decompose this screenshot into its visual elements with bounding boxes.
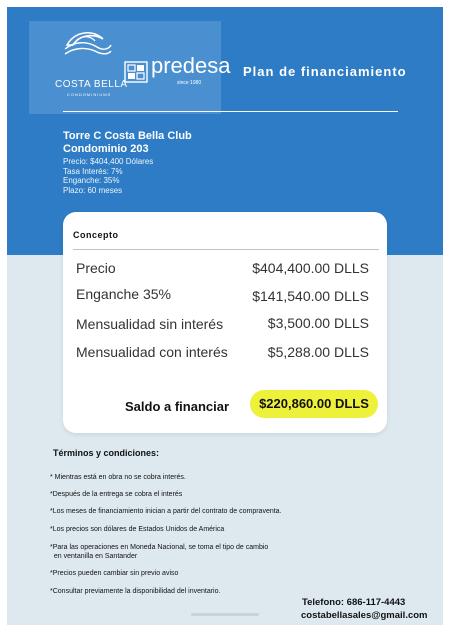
row-value-monthly-no-interest: $3,500.00 DLLS [267,315,369,331]
term-item: *Después de la entrega se cobra el interés [50,491,183,498]
term-item: * Mientras está en obra no se cobra interés. [50,474,186,481]
header-divider [63,111,398,112]
balance-value-badge: $220,860.00 DLLS [250,390,378,418]
summary-down-payment: Enganche: 35% [63,176,120,185]
contact-email: costabellasales@gmail.com [301,610,428,621]
predesa-logo-text: predesa [151,53,231,78]
costa-bella-wave-icon [63,27,113,59]
balance-label: Saldo a financiar [125,399,230,414]
term-item: *Los precios son dólares de Estados Unidos de América [50,526,225,533]
term-item: en ventanilla en Santander [50,553,138,560]
property-name [63,130,192,156]
costa-bella-logo-text: COSTA BELLA [55,79,128,90]
row-label-monthly-no-interest: Mensualidad sin interés [76,316,224,332]
scroll-indicator [191,613,259,616]
property-name-line1: Torre C Costa Bella Club [63,130,192,142]
row-value-down-payment: $141,540.00 DLLS [252,288,369,304]
summary-price: Precio: $404,400 Dólares [63,157,154,166]
summary-interest-rate: Tasa Interés: 7% [63,166,123,176]
row-value-price: $404,400.00 DLLS [252,260,369,276]
table-header-divider [73,249,379,250]
costa-bella-logo-subtext: CONDOMINIUMS [67,92,112,97]
summary-term: Plazo: 60 meses [63,185,123,195]
row-label-monthly-with-interest: Mensualidad con interés [76,344,228,360]
terms-title: Términos y condiciones: [53,448,160,458]
row-label-down-payment: Enganche 35% [76,286,171,302]
financing-table-card [63,212,387,433]
row-label-price: Precio [76,260,116,276]
logo-panel [29,21,231,114]
term-item: *Consultar previamente la disponibilidad del inventario. [50,588,221,595]
flyer [7,7,443,625]
table-header: Concepto [73,230,119,240]
term-item: *Los meses de financiamiento inician a partir del contrato de compraventa. [50,508,282,515]
predesa-since-text: since 1980 [177,80,202,86]
property-summary [63,157,153,195]
term-item: *Para las operaciones en Moneda Nacional, se toma el tipo de cambio [50,544,269,551]
predesa-logo-icon [124,61,148,83]
contact-phone: Telefono: 686-117-4443 [302,597,406,608]
term-item: *Precios pueden cambiar sin previo aviso [50,570,179,577]
property-name-line2: Condominio 203 [63,143,149,155]
row-value-monthly-with-interest: $5,288.00 DLLS [267,344,369,360]
page-title: Plan de financiamiento [243,64,407,79]
